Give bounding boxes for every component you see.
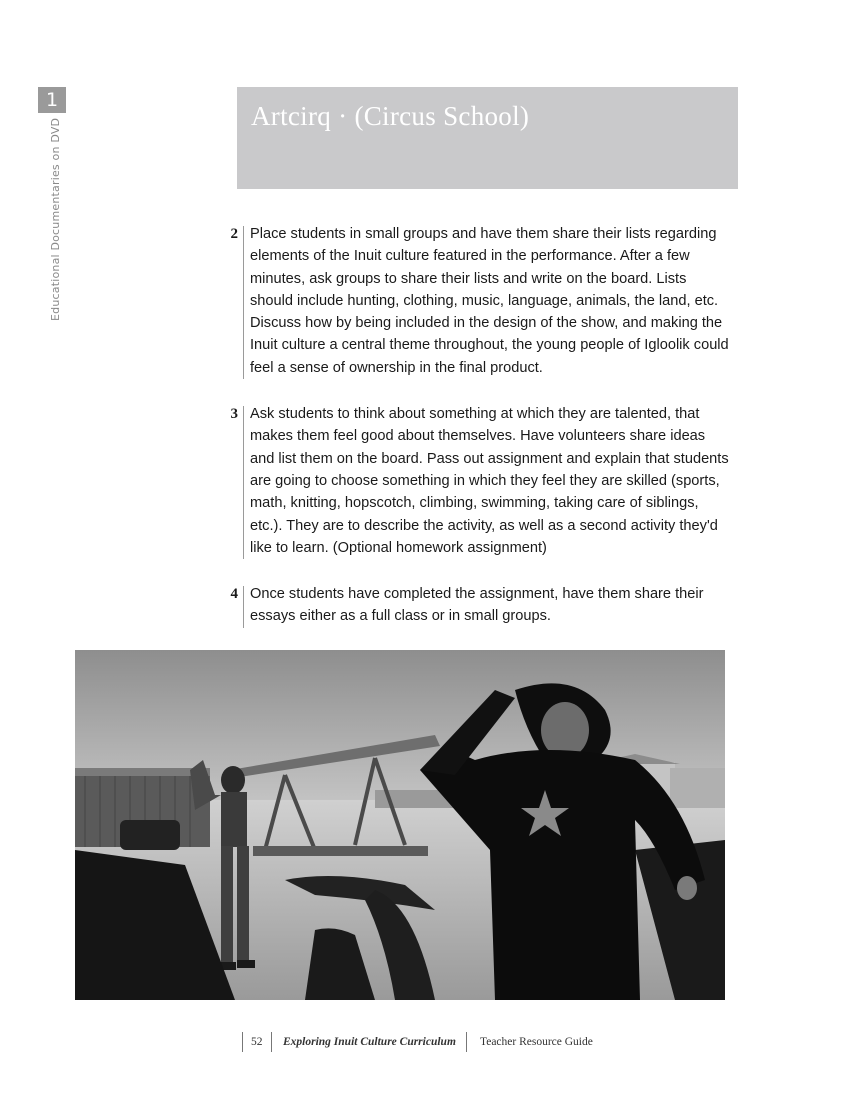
footer-divider [271, 1032, 272, 1052]
step-item [222, 403, 732, 559]
step-text: Ask students to think about something at which they are talented, that makes them feel good about themselves. Have volunteers share ideas and list them on the board. Pass out assignment and explain that students are going to choose something in which they feel they are skilled (sports, math, knitting, hopscotch, climbing, swimming, taking care of siblings, etc.). They are to describe the activity, as well as a second activity they'd like to learn. (Optional homework assignment) [250, 406, 729, 556]
book-title: Exploring Inuit Culture Curriculum [283, 1036, 456, 1048]
section-side-label-text: Educational Documentaries on DVD [49, 117, 62, 321]
footer-divider [242, 1032, 243, 1052]
chapter-number-badge: 1 [38, 87, 66, 113]
page-title-box [237, 87, 738, 189]
page-footer [0, 1032, 850, 1052]
step-divider [243, 586, 244, 628]
page-title: Artcirq · (Circus School) [251, 101, 530, 131]
guide-title: Teacher Resource Guide [480, 1036, 593, 1048]
footer-divider [466, 1032, 467, 1052]
step-text: Place students in small groups and have them share their lists regarding elements of the Inuit culture featured in the performance. After a few minutes, ask groups to share their lists and write on the board. Lists should include hunting, clothing, music, language, animals, the land, etc. Discuss how by being included in the design of the show, and making the Inuit culture a central theme throughout, the young people of Igloolik could feel a sense of ownership in the final product. [250, 226, 729, 376]
instruction-steps [222, 223, 732, 652]
page-number: 52 [251, 1036, 263, 1048]
step-divider [243, 226, 244, 379]
step-number: 4 [230, 586, 238, 603]
step-text: Once students have completed the assignment, have them share their essays either as a full class or in small groups. [250, 586, 704, 625]
circus-photo [75, 650, 725, 1000]
step-divider [243, 406, 244, 559]
step-item [222, 223, 732, 379]
step-number: 3 [230, 406, 238, 423]
step-item [222, 583, 732, 628]
step-number: 2 [230, 226, 238, 242]
section-side-label [49, 117, 63, 325]
